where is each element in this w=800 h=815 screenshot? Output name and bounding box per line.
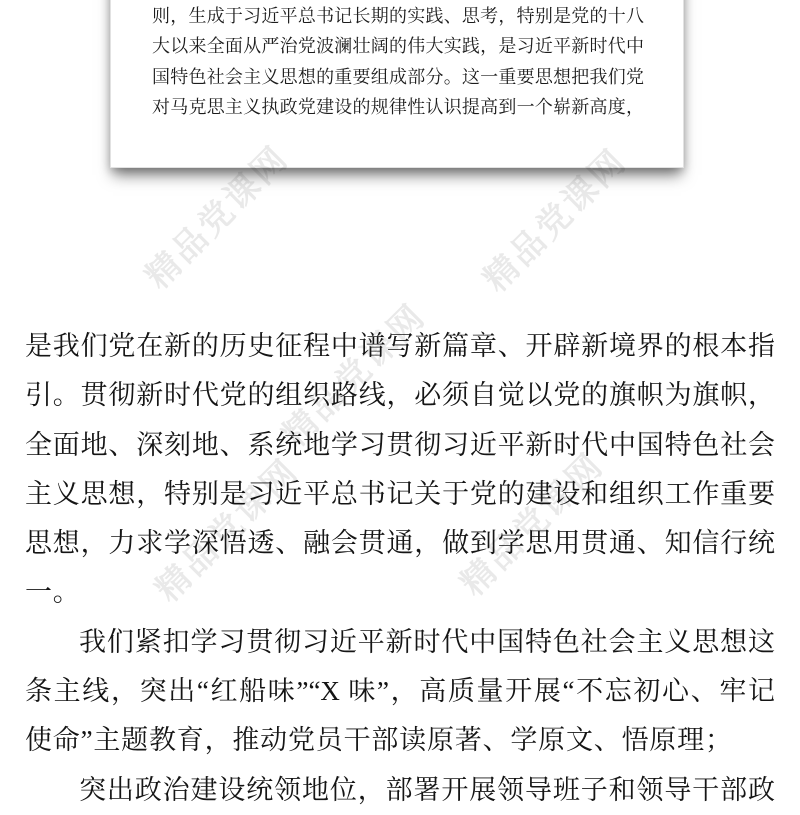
- card-text-line: 对马克思主义执政党建设的规律性认识提高到一个崭新高度，: [152, 97, 644, 118]
- card-text-line: 国特色社会主义思想的重要组成部分。这一重要思想把我们党: [152, 66, 644, 87]
- watermark-tile: 精品党课网: [148, 451, 307, 610]
- body-text-line: 是我们党在新的历史征程中谱写新篇章、开辟新境界的根本指: [25, 331, 775, 361]
- body-text-line: 使命”主题教育，推动党员干部读原著、学原文、悟原理；: [25, 725, 733, 756]
- body-text-line: 一。: [25, 577, 81, 608]
- document-body: [25, 322, 775, 815]
- page-preview-card: [110, 0, 684, 168]
- body-text-line: 思想，力求学深悟透、融会贯通，做到学思用贯通、知信行统: [25, 528, 775, 559]
- body-text-line: 我们紧扣学习贯彻习近平新时代中国特色社会主义思想这: [79, 626, 775, 657]
- body-text-line: 全面地、深刻地、系统地学习贯彻习近平新时代中国特色社会: [25, 429, 775, 460]
- watermark-tile: 精品党课网: [476, 141, 635, 300]
- watermark-tile: 精品党课网: [275, 296, 434, 455]
- watermark-tile: 精品党课网: [138, 138, 297, 297]
- page-preview-card-text: [152, 1, 644, 123]
- body-text-line: 引。贯彻新时代党的组织路线，必须自觉以党的旗帜为旗帜，: [25, 380, 775, 411]
- body-text-line: 主义思想，特别是习近平总书记关于党的建设和组织工作重要: [25, 478, 775, 509]
- body-text-line: 突出政治建设统领地位，部署开展领导班子和领导干部政: [79, 774, 775, 805]
- watermark-tile: 精品党课网: [453, 445, 612, 604]
- card-text-line: 大以来全面从严治党波澜壮阔的伟大实践，是习近平新时代中: [152, 36, 644, 57]
- body-text-line: 条主线，突出“红船味”“X 味”，高质量开展“不忘初心、牢记: [25, 676, 775, 707]
- card-text-line: 则，生成于习近平总书记长期的实践、思考，特别是党的十八: [152, 6, 644, 26]
